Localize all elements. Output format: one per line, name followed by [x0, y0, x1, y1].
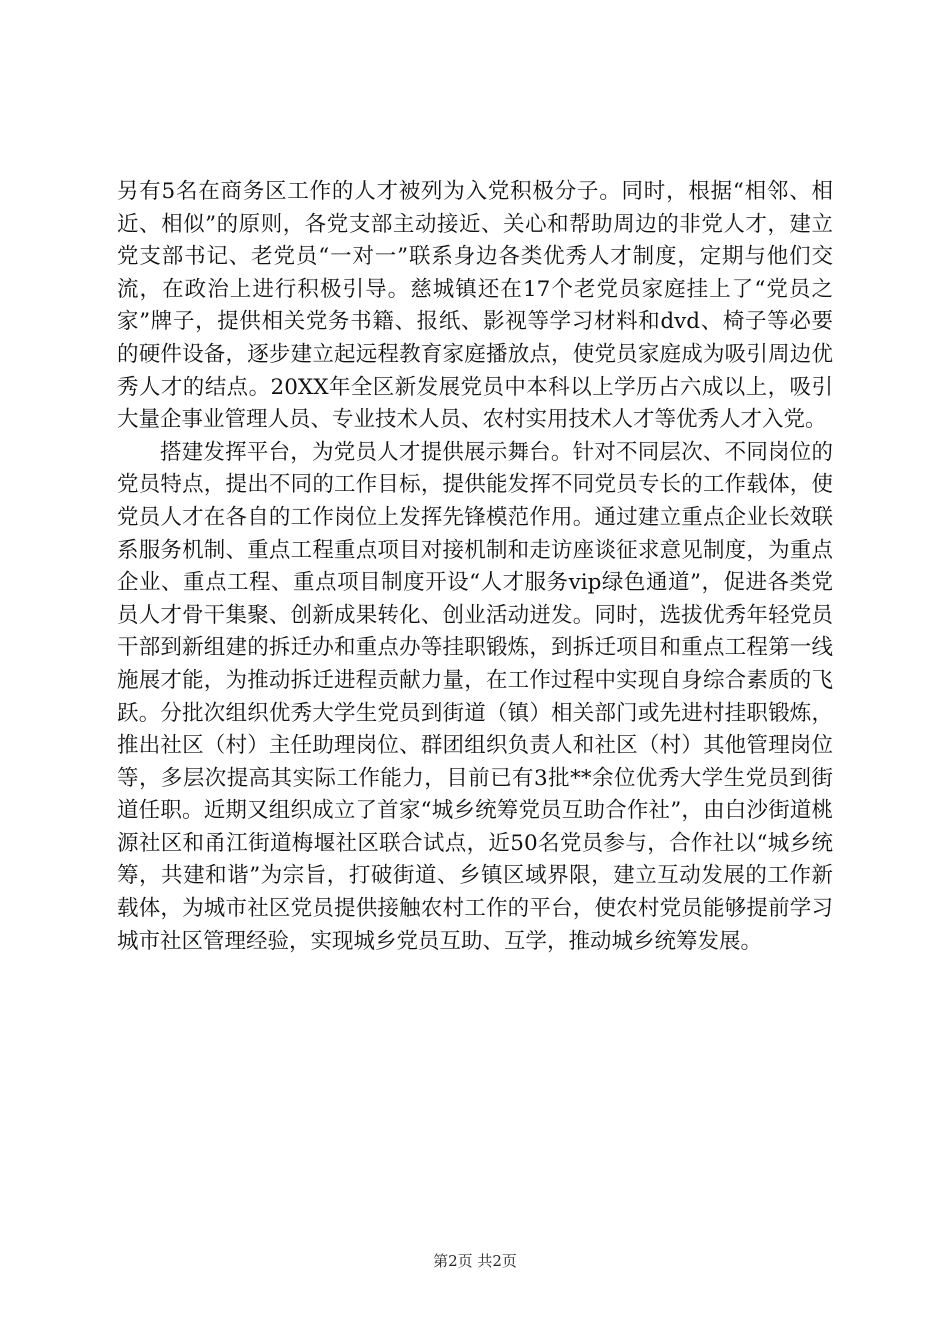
page-footer [0, 1251, 950, 1271]
page-number-label: 第2页 共2页 [433, 1252, 517, 1270]
paragraph-platform-building: 搭建发挥平台，为党员人才提供展示舞台。针对不同层次、不同岗位的党员特点，提出不同的工作目标，提供能发挥不同党员专长的工作载体，使党员人才在各自的工作岗位上发挥先锋模范作用。通过建立重点企业长效联系服务机制、重点工程重点项目对接机制和走访座谈征求意见制度，为重点企业、重点工程、重点项目制度开设“人才服务vip绿色通道”，促进各类党员人才骨干集聚、创新成果转化、创业活动迸发。同时，选拔优秀年轻党员干部到新组建的拆迁办和重点办等挂职锻炼，到拆迁项目和重点工程第一线施展才能，为推动拆迁进程贡献力量，在工作过程中实现自身综合素质的飞跃。分批次组织优秀大学生党员到街道（镇）相关部门或先进村挂职锻炼，推出社区（村）主任助理岗位、群团组织负责人和社区（村）其他管理岗位等，多层次提高其实际工作能力，目前已有3批**余位优秀大学生党员到街道任职。近期又组织成立了首家“城乡统筹党员互助合作社”，由白沙街道桃源社区和甬江街道梅堰社区联合试点，近50名党员参与，合作社以“城乡统筹，共建和谐”为宗旨，打破街道、乡镇区域界限，建立互动发展的工作新载体，为城市社区党员提供接触农村工作的平台，使农村党员能够提前学习城市社区管理经验，实现城乡党员互助、互学，推动城乡统筹发展。 [117, 439, 833, 954]
document-body [117, 176, 833, 958]
paragraph-talent-recruitment: 另有5名在商务区工作的人才被列为入党积极分子。同时，根据“相邻、相近、相似”的原则，各党支部主动接近、关心和帮助周边的非党人才，建立党支部书记、老党员“一对一”联系身边各类优秀人才制度，定期与他们交流，在政治上进行积极引导。慈城镇还在17个老党员家庭挂上了“党员之家”牌子，提供相关党务书籍、报纸、影视等学习材料和dvd、椅子等必要的硬件设备，逐步建立起远程教育家庭播放点，使党员家庭成为吸引周边优秀人才的结点。20XX年全区新发展党员中本科以上学历占六成以上，吸引大量企事业管理人员、专业技术人员、农村实用技术人才等优秀人才入党。 [117, 179, 833, 433]
